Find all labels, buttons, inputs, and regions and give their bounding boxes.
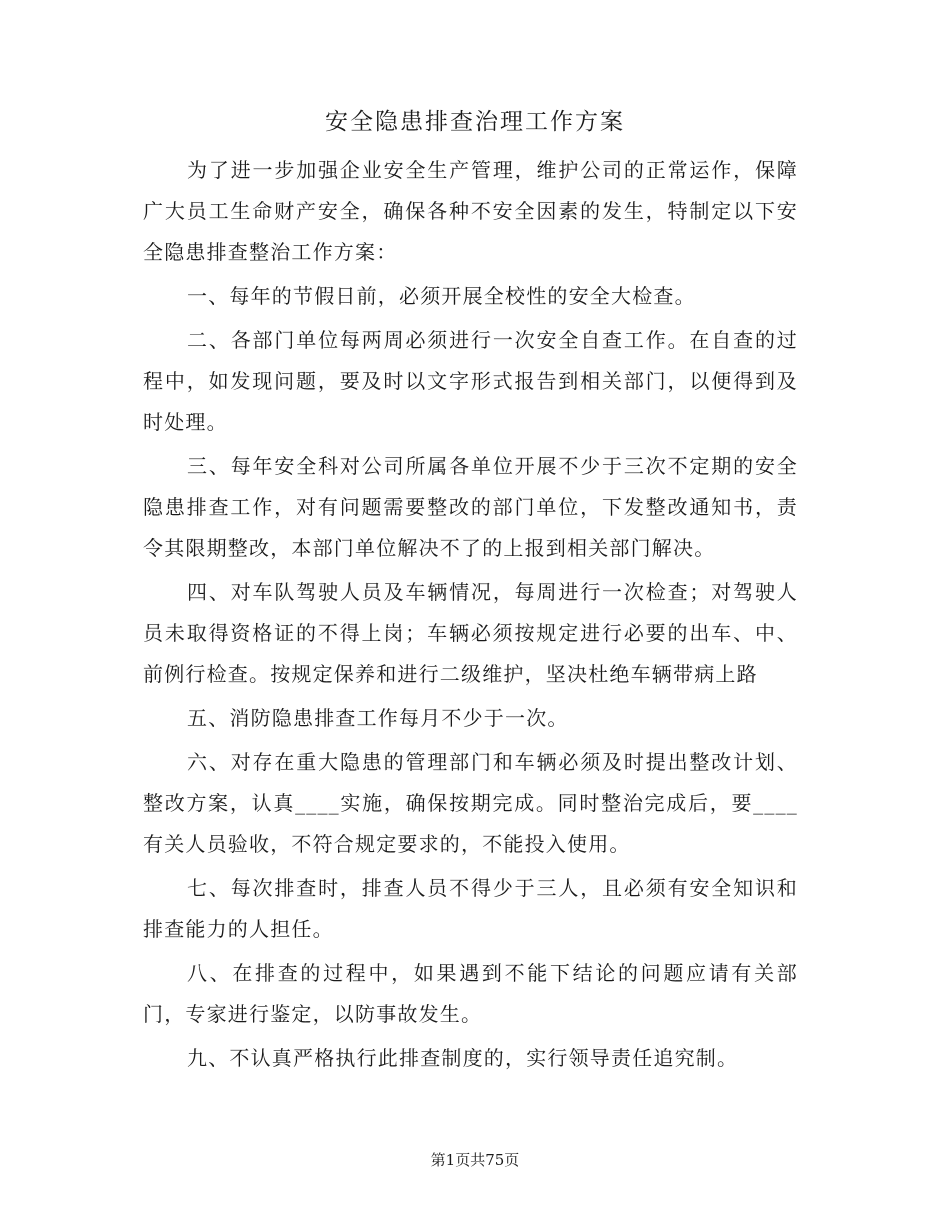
paragraph-item-6: 六、对存在重大隐患的管理部门和车辆必须及时提出整改计划、整改方案，认真____实施，确保按期完成。同时整治完成后，要____有关人员验收，不符合规定要求的，不能投入使用。 [143,750,798,856]
paragraph-item-3: 三、每年安全科对公司所属各单位开展不少于三次不定期的安全隐患排查工作，对有问题需要整改的部门单位，下发整改通知书，责令其限期整改，本部门单位解决不了的上报到相关部门解决。 [143,454,798,560]
paragraph-item-5: 五、消防隐患排查工作每月不少于一次。 [187,706,569,730]
paragraph-item-4: 四、对车队驾驶人员及车辆情况，每周进行一次检查；对驾驶人员未取得资格证的不得上岗；车辆必须按规定进行必要的出车、中、前例行检查。按规定保养和进行二级维护，坚决杜绝车辆带病上路 [143,580,798,686]
paragraph-item-2: 二、各部门单位每两周必须进行一次安全自查工作。在自查的过程中，如发现问题，要及时以文字形式报告到相关部门，以便得到及时处理。 [143,328,798,434]
paragraph-item-9: 九、不认真严格执行此排查制度的，实行领导责任追究制。 [187,1046,739,1070]
document-body [143,150,798,1082]
paragraph-item-7: 七、每次排查时，排查人员不得少于三人，且必须有安全知识和排查能力的人担任。 [143,876,798,941]
paragraph-item-1: 一、每年的节假日前，必须开展全校性的安全大检查。 [187,284,696,308]
paragraph-intro: 为了进一步加强企业安全生产管理，维护公司的正常运作，保障广大员工生命财产安全，确保各种不安全因素的发生，特制定以下安全隐患排查整治工作方案： [143,158,798,264]
paragraph-item-8: 八、在排查的过程中，如果遇到不能下结论的问题应请有关部门，专家进行鉴定，以防事故发生。 [143,961,798,1026]
page-indicator: 第1页共75页 [430,1151,520,1169]
document-title: 安全隐患排查治理工作方案 [325,109,625,135]
